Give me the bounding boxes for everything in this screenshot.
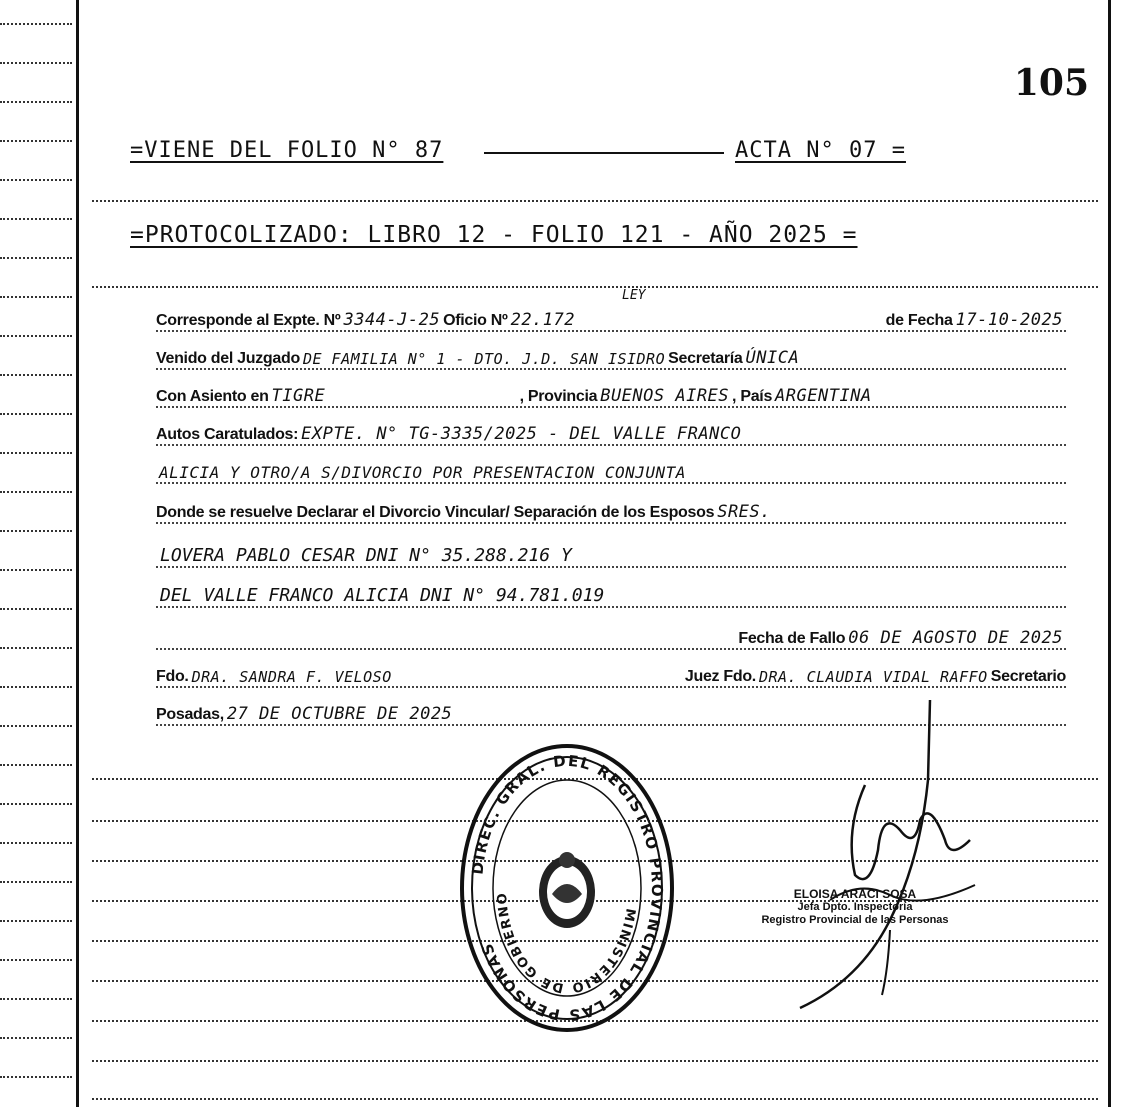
viene-connector-line: [484, 152, 724, 154]
margin-dotted-line: [0, 569, 72, 571]
margin-dotted-line: [0, 686, 72, 688]
margin-dotted-line: [0, 998, 72, 1000]
row-fallo: [156, 622, 1066, 650]
juzgado-value: DE FAMILIA N° 1 - DTO. J.D. SAN ISIDRO: [302, 350, 666, 368]
row-persona-2: [156, 580, 1066, 608]
left-margin-line: [76, 0, 79, 1107]
margin-dotted-line: [0, 530, 72, 532]
pais-label: , País: [732, 388, 773, 405]
resuelve-label: Donde se resuelve Declarar el Divorcio Vincular/ Separación de los Esposos: [156, 504, 715, 521]
margin-dotted-line: [0, 920, 72, 922]
margin-dotted-line: [0, 101, 72, 103]
margin-dotted-line: [0, 1037, 72, 1039]
ley-note: LEY: [622, 288, 646, 303]
signer-name: ELOISA ARACI SOSA: [793, 887, 917, 901]
main-dotted-line: [92, 200, 1098, 202]
juez-label: Juez Fdo.: [684, 668, 756, 685]
margin-dotted-line: [0, 803, 72, 805]
right-margin-line: [1108, 0, 1111, 1107]
autos-value-2: ALICIA Y OTRO/A S/DIVORCIO POR PRESENTACION CONJUNTA: [159, 463, 686, 482]
pais-value: ARGENTINA: [775, 386, 872, 406]
signer-office: Registro Provincial de las Personas: [761, 914, 949, 926]
seal-inner-text: MINISTERIO DE GOBIERNO: [494, 891, 638, 996]
corresponde-label: Corresponde al Expte. Nº: [156, 312, 341, 329]
margin-dotted-line: [0, 608, 72, 610]
folio-number: 105: [1013, 62, 1089, 104]
official-seal: [458, 742, 676, 1034]
secretaria-label: Secretaría: [668, 350, 743, 367]
row-expediente: [156, 304, 1066, 332]
lugar-fecha-value: 27 DE OCTUBRE DE 2025: [226, 704, 453, 724]
fdo-label: Fdo.: [156, 668, 189, 685]
margin-dotted-line: [0, 881, 72, 883]
margin-dotted-line: [0, 491, 72, 493]
row-juzgado: [156, 342, 1066, 370]
row-asiento: [156, 380, 1066, 408]
main-dotted-line: [92, 1060, 1098, 1062]
row-firmas: [156, 660, 1066, 688]
margin-dotted-line: [0, 218, 72, 220]
asiento-value: TIGRE: [271, 386, 326, 406]
margin-dotted-line: [0, 842, 72, 844]
seal-outer-text: DIREC. GRAL. DEL REGISTRO PROVINCIAL DE LAS PERSONAS: [468, 751, 667, 1025]
coat-of-arms-icon: [539, 852, 595, 928]
margin-dotted-line: [0, 140, 72, 142]
margin-dotted-line: [0, 257, 72, 259]
fecha-label: de Fecha: [885, 312, 953, 329]
main-dotted-line: [92, 1098, 1098, 1100]
margin-dotted-line: [0, 1076, 72, 1078]
secretario-label: Secretario: [990, 668, 1066, 685]
oficio-value: 22.172: [510, 310, 575, 330]
secretaria-value: ÚNICA: [745, 348, 800, 368]
margin-dotted-line: [0, 959, 72, 961]
row-persona-1: [156, 540, 1066, 568]
row-autos-2: [156, 456, 1066, 484]
oficio-label: Oficio Nº: [443, 312, 508, 329]
fallo-label: Fecha de Fallo: [738, 630, 846, 647]
margin-dotted-line: [0, 764, 72, 766]
row-autos-1: [156, 418, 1066, 446]
margin-dotted-line: [0, 452, 72, 454]
margin-dotted-line: [0, 179, 72, 181]
provincia-value: BUENOS AIRES: [600, 386, 730, 406]
viene-del-folio: =VIENE DEL FOLIO N° 87: [130, 138, 444, 163]
signature-stamp: [720, 888, 990, 927]
persona-2-value: DEL VALLE FRANCO ALICIA DNI N° 94.781.019: [160, 585, 605, 606]
persona-1-value: LOVERA PABLO CESAR DNI N° 35.288.216 Y: [160, 545, 572, 566]
secretario-name: DRA. CLAUDIA VIDAL RAFFO: [758, 668, 988, 686]
margin-dotted-line: [0, 647, 72, 649]
margin-dotted-line: [0, 62, 72, 64]
handwritten-signature: [770, 690, 990, 1010]
margin-dotted-line: [0, 23, 72, 25]
signer-title: Jefa Dpto. Inspectoría: [797, 901, 913, 913]
resuelve-value: SRES.: [717, 502, 771, 522]
margin-dotted-line: [0, 413, 72, 415]
protocolizado-line: =PROTOCOLIZADO: LIBRO 12 - FOLIO 121 - AÑO 2025 =: [130, 222, 858, 248]
provincia-label: , Provincia: [519, 388, 598, 405]
margin-dotted-line: [0, 335, 72, 337]
fallo-value: 06 DE AGOSTO DE 2025: [848, 628, 1063, 648]
autos-value-1: EXPTE. N° TG-3335/2025 - DEL VALLE FRANCO: [301, 424, 742, 444]
margin-dotted-line: [0, 374, 72, 376]
acta-number: ACTA N° 07 =: [735, 138, 906, 163]
expediente-value: 3344-J-25: [343, 310, 441, 330]
lugar-label: Posadas,: [156, 706, 224, 723]
juzgado-label: Venido del Juzgado: [156, 350, 300, 367]
margin-dotted-line: [0, 296, 72, 298]
fecha-value: 17-10-2025: [955, 310, 1063, 330]
margin-dotted-line: [0, 725, 72, 727]
autos-label: Autos Caratulados:: [156, 426, 299, 443]
juez-name: DRA. SANDRA F. VELOSO: [191, 668, 392, 686]
row-resuelve: [156, 496, 1066, 524]
asiento-label: Con Asiento en: [156, 388, 269, 405]
main-dotted-line: [92, 286, 1098, 288]
